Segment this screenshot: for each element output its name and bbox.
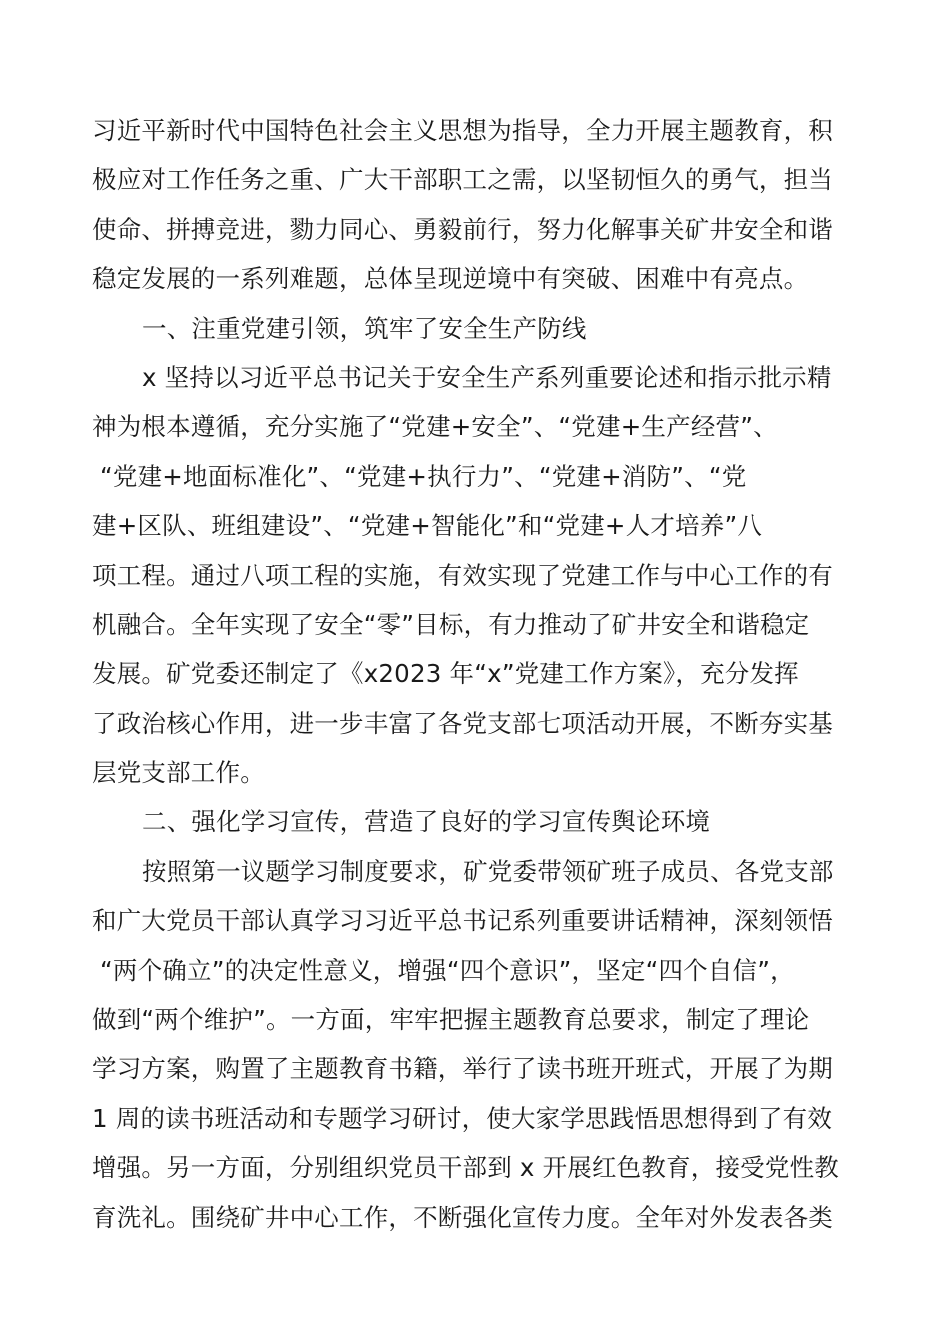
text-line: 层党支部工作。	[92, 758, 265, 788]
text-line: 习近平新时代中国特色社会主义思想为指导，全力开展主题教育，积	[92, 116, 833, 145]
text-line: “党建+地面标准化”、“党建+执行力”、“党建+消防”、“党	[100, 461, 747, 491]
document-body	[92, 106, 860, 1242]
text-line: 了政治核心作用，进一步丰富了各党支部七项活动开展，不断夯实基	[92, 708, 833, 738]
text-line: x 坚持以习近平总书记关于安全生产系列重要论述和指示批示精	[142, 362, 832, 392]
text-line: 发展。矿党委还制定了《x2023 年“x”党建工作方案》，充分发挥	[92, 659, 799, 689]
text-line: 机融合。全年实现了安全“零”目标，有力推动了矿井安全和谐稳定	[92, 609, 810, 639]
section-heading-2: 二、强化学习宣传，营造了良好的学习宣传舆论环境	[142, 807, 711, 837]
text-line: 按照第一议题学习制度要求，矿党委带领矿班子成员、各党支部	[142, 856, 834, 886]
text-line: “两个确立”的决定性意义，增强“四个意识”，坚定“四个自信”，	[100, 955, 795, 985]
text-line: 育洗礼。围绕矿井中心工作，不断强化宣传力度。全年对外发表各类	[92, 1202, 833, 1232]
text-line: 神为根本遵循，充分实施了“党建+安全”、“党建+生产经营”、	[92, 412, 778, 442]
text-line: 稳定发展的一系列难题，总体呈现逆境中有突破、困难中有亮点。	[92, 264, 809, 294]
text-line: 使命、拼搏竞进，勠力同心、勇毅前行，努力化解事关矿井安全和谐	[92, 214, 833, 244]
text-line: 建+区队、班组建设”、“党建+智能化”和“党建+人才培养”八	[92, 511, 763, 541]
text-line: 增强。另一方面，分别组织党员干部到 x 开展红色教育，接受党性教	[92, 1153, 839, 1183]
text-line: 学习方案，购置了主题教育书籍，举行了读书班开班式，开展了为期	[92, 1054, 833, 1084]
section-heading-1: 一、注重党建引领，筑牢了安全生产防线	[142, 313, 587, 343]
text-line: 1 周的读书班活动和专题学习研讨，使大家学思践悟思想得到了有效	[92, 1103, 833, 1133]
text-line: 做到“两个维护”。一方面，牢牢把握主题教育总要求，制定了理论	[92, 1005, 810, 1035]
text-line: 和广大党员干部认真学习习近平总书记系列重要讲话精神，深刻领悟	[92, 906, 833, 936]
text-line: 项工程。通过八项工程的实施，有效实现了党建工作与中心工作的有	[92, 560, 833, 590]
text-line: 极应对工作任务之重、广大干部职工之需，以坚韧恒久的勇气，担当	[92, 165, 833, 195]
